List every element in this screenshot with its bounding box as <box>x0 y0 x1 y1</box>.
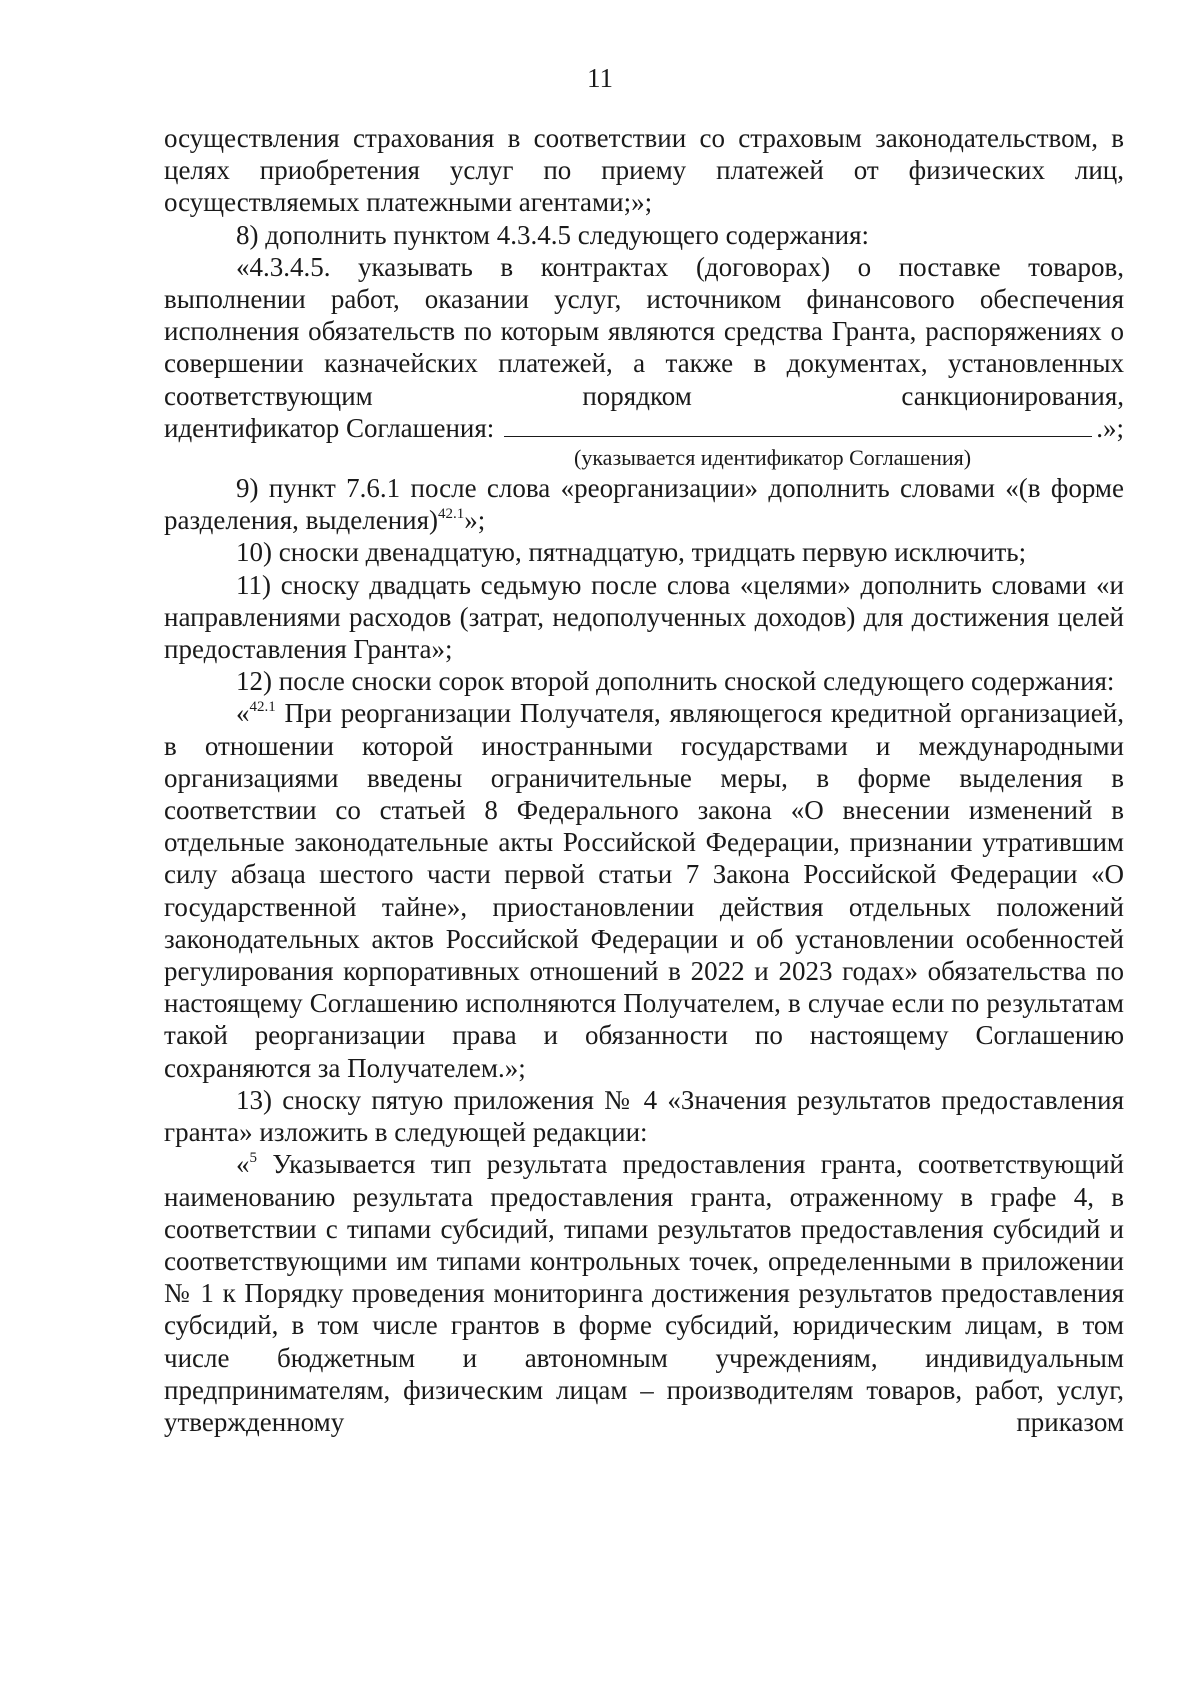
footnote-42-1-text <box>164 697 1124 1083</box>
footnote-5-open-quote: « <box>236 1149 250 1180</box>
footnote-open-quote: « <box>236 698 250 729</box>
paragraph-item-8: 8) дополнить пунктом 4.3.4.5 следующего содержания: <box>236 219 870 250</box>
footnote-42-1-body: При реорганизации Получателя, являющегося кредитной организацией, в отношении которой иностранными государствами и международными организациями введены ограничительные меры, в форме выделения в соответствии со статьей 8 Федерального закона «О внесении изменений в отдельные законодательные акты Российской Федерации, признании утратившим силу абзаца шестого части первой статьи 7 Закона Российской Федерации «О государственной тайне», приостановлении действия отдельных положений законодательных актов Российской Федерации и об установлении особенностей регулирования корпоративных отношений в 2022 и 2023 годах» обязательства по настоящему Соглашению исполняются Получателем, в случае если по результатам такой реорганизации права и обязанности по настоящему Соглашению сохраняются за Получателем.»; <box>164 698 1124 1083</box>
item-9-end: »; <box>464 505 486 536</box>
page-number: 11 <box>587 63 613 93</box>
agreement-id-caption: (указывается идентификатор Соглашения) <box>574 445 972 471</box>
paragraph-4-3-4-5: «4.3.4.5. указывать в контрактах (договорах) о поставке товаров, выполнении работ, оказании услуг, источником финансового обеспечения исполнения обязательств по которым являются средства Гранта, распоряжениях о совершении казначейских платежей, а также в документах, установленных соответствующим порядком санкционирования, <box>164 251 1124 411</box>
agreement-id-end: .»; <box>1096 412 1124 443</box>
document-body <box>164 122 1124 1438</box>
footnote-5-text <box>164 1148 1124 1438</box>
paragraph-item-9 <box>164 472 1124 536</box>
paragraph-item-10: 10) сноски двенадцатую, пятнадцатую, тридцать первую исключить; <box>236 537 1027 568</box>
paragraph-item-11: 11) сноску двадцать седьмую после слова «целями» дополнить словами «и направлениями расходов (затрат, недополученных доходов) для достижения целей предоставления Гранта»; <box>164 569 1124 665</box>
footnote-ref-42-1: 42.1 <box>438 506 465 523</box>
paragraph-continuation: осуществления страхования в соответствии со страховым законодательством, в целях приобретения услуг по приему платежей от физических лиц, осуществляемых платежными агентами;»; <box>164 123 1124 218</box>
item-9-text: 9) пункт 7.6.1 после слова «реорганизации» дополнить словами «(в форме разделения, выделения) <box>164 473 1124 536</box>
agreement-id-label: идентификатор Соглашения: <box>164 412 495 443</box>
footnote-5-body: Указывается тип результата предоставления гранта, соответствующий наименованию результата предоставления гранта, отраженному в графе 4, в соответствии с типами субсидий, типами результатов предоставления субсидий и соответствующими им типами контрольных точек, определенными в приложении № 1 к Порядку проведения мониторинга достижения результатов предоставления субсидий, в том числе грантов в форме субсидий, юридическим лицам, в том числе бюджетным и автономным учреждениям, индивидуальным предпринимателям, физическим лицам – производителям товаров, работ, услуг, утвержденному приказом <box>164 1149 1124 1437</box>
footnote-mark-42-1: 42.1 <box>249 699 276 716</box>
agreement-id-blank-field <box>504 412 1092 437</box>
paragraph-item-13: 13) сноску пятую приложения № 4 «Значения результатов предоставления гранта» изложить в следующей редакции: <box>164 1084 1124 1148</box>
paragraph-item-12: 12) после сноски сорок второй дополнить сноской следующего содержания: <box>236 666 1115 697</box>
footnote-mark-5: 5 <box>249 1150 257 1167</box>
agreement-id-line <box>164 412 1124 444</box>
